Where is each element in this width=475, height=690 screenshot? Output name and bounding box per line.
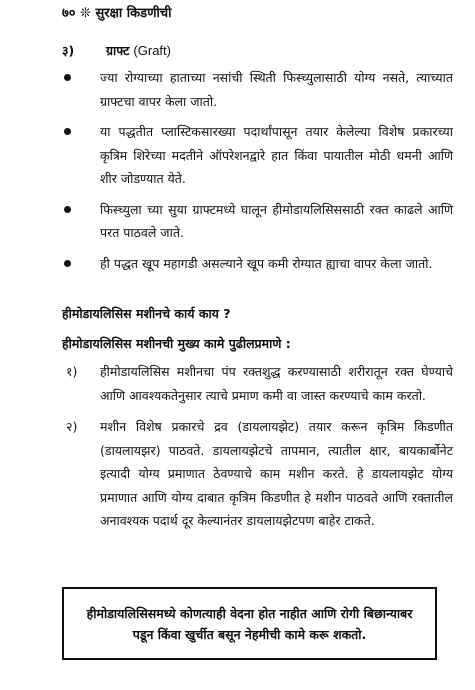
section-title-english (133, 43, 171, 58)
bullet-text: ज्या रोग्याच्या हाताच्या नसांची स्थिती फिस्च्युलासाठी योग्य नसते, त्याच्यात ग्राफ्टचा वापर केला जातो. (100, 70, 453, 109)
bullet-item (0, 198, 475, 245)
bullet-list (0, 66, 475, 282)
numbered-item (0, 360, 475, 407)
bullet-item (0, 66, 475, 113)
numbered-item-text: मशीन विशेष प्रकारचे द्रव (डायलायझेट) तयार करून कृत्रिम किडणीत (डायलायझर) पाठवते. डायलायझेटचे तापमान, त्यातील क्षार, बायकार्बोनेट इत्यादी योग्य प्रमाणात ठेवण्याचे काम मशीन करते. हे डायलायझेट योग्य प्रमाणात आणि योग्य दाबात कृत्रिम किडणीत हे मशीन पाठवते आणि रक्तातील अनावश्यक पदार्थ दूर केल्यानंतर डायलायझेटपण बाहेर टाकते. (100, 419, 453, 528)
numbered-item (0, 415, 475, 533)
bullet-dot-icon (64, 128, 71, 135)
numbered-item-text: हीमोडायलिसिस मशीनचा पंप रक्तशुद्ध करण्यासाठी शरीरातून रक्त घेण्याचे आणि आवश्यकतेनुसार त्याचे प्रमाण कमी वा जास्त करण्याचे काम करतो. (100, 364, 453, 403)
page-header (62, 2, 455, 26)
page-header-text: ७० ❊ सुरक्षा किडणीची (62, 6, 172, 21)
note-box (62, 587, 437, 660)
answer-heading: हीमोडायलिसिस मशीनची मुख्य कामे पुढीलप्रमाणे : (62, 336, 291, 351)
bullet-text: ही पद्धत खूप महागडी असल्याने खूप कमी रोग्यात ह्याचा वापर केला जातो. (100, 255, 433, 271)
bullet-dot-icon (64, 206, 71, 213)
question-heading: हीमोडायलिसिस मशीनचे कार्य काय ? (62, 306, 231, 321)
bullet-dot-icon (64, 74, 71, 81)
section-number: ३) (62, 43, 75, 58)
section-title-english-text: (Graft) (133, 43, 171, 58)
bullet-text: या पद्धतीत प्लास्टिकसारख्या पदार्थांपासून तयार केलेल्या विशेष प्रकारच्या कृत्रिम शिरेच्या मदतीने ऑपरेशनद्वारे हात किंवा पायातील मोठी धमनी आणि शीर जोडण्यात येते. (100, 124, 453, 186)
section-heading (62, 40, 455, 62)
note-text: हीमोडायलिसिसमध्ये कोणत्याही वेदना होत नाहीत आणि रोगी बिछान्याबर पडून किंवा खुर्चीत बसून नेहमीची कामे करू शकतो. (86, 605, 413, 642)
bullet-text: फिस्च्युला च्या सुया ग्राफ्टमध्ये घालून हीमोडायलिसिससाठी रक्त काढले आणि परत पाठवले जाते. (100, 201, 453, 240)
numbered-item-label: २) (66, 419, 78, 434)
section-title: ग्राफ्ट (105, 43, 130, 58)
bullet-dot-icon (64, 260, 71, 267)
bullet-item (0, 252, 475, 276)
bullet-item (0, 120, 475, 191)
numbered-list (0, 360, 475, 541)
numbered-item-label: १) (66, 364, 78, 379)
